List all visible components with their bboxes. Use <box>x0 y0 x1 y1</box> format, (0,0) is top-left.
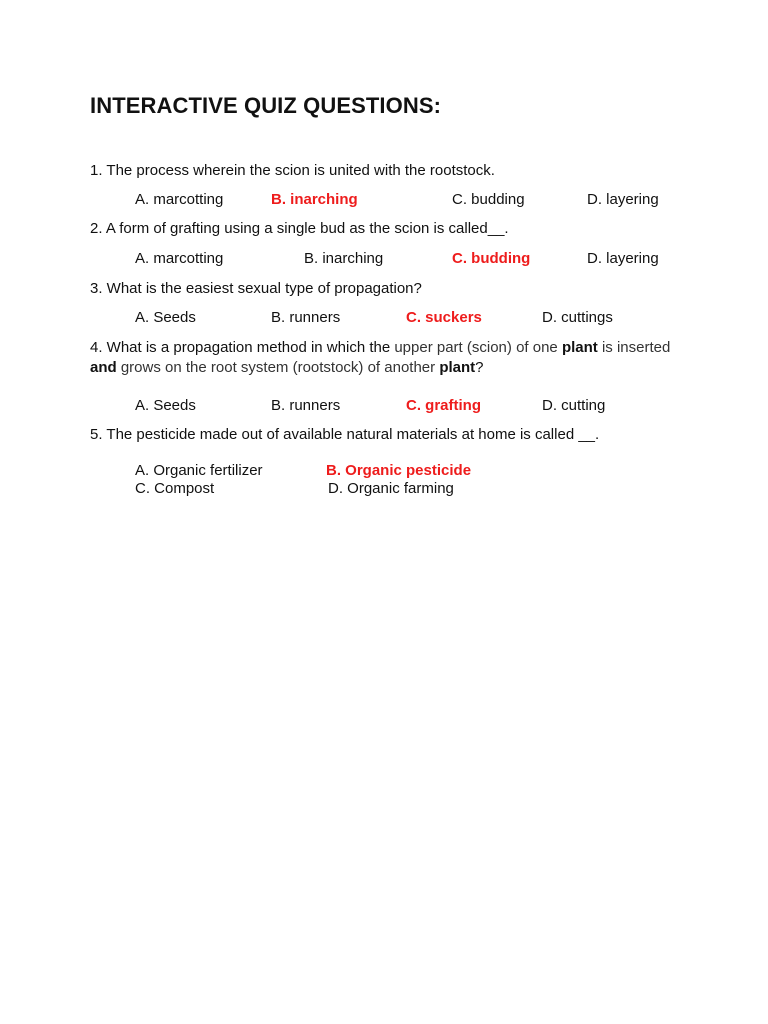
q1-option-d: D. layering <box>587 191 659 208</box>
question-4-text <box>90 338 690 378</box>
q4-option-a: A. Seeds <box>135 397 196 414</box>
q4-text-part-8: ? <box>475 359 484 376</box>
q4-option-b: B. runners <box>271 397 341 414</box>
question-1-options <box>0 190 768 210</box>
question-3-text: 3. What is the easiest sexual type of propagation? <box>90 280 422 297</box>
question-4-options <box>0 396 768 416</box>
q5-option-c: C. Compost <box>135 480 215 497</box>
question-3-options <box>0 308 768 328</box>
q3-option-c-correct: C. suckers <box>406 309 482 326</box>
q4-text-part-3: plant <box>561 339 598 356</box>
q5-option-a: A. Organic fertilizer <box>135 462 263 479</box>
q1-option-c: C. budding <box>452 191 525 208</box>
q4-option-d: D. cutting <box>542 397 606 414</box>
q1-option-a: A. marcotting <box>135 191 224 208</box>
q2-option-c-correct: C. budding <box>452 250 531 267</box>
q3-option-a: A. Seeds <box>135 309 196 326</box>
q4-text-part-7: plant <box>439 359 476 376</box>
question-1-text: 1. The process wherein the scion is united with the rootstock. <box>90 162 495 179</box>
q4-text-part-4: is inserted <box>597 339 671 356</box>
q4-text-part-5: and <box>90 359 117 376</box>
q5-option-b-correct: B. Organic pesticide <box>326 462 472 479</box>
q2-option-d: D. layering <box>587 250 659 267</box>
page-title: INTERACTIVE QUIZ QUESTIONS: <box>90 93 442 118</box>
q4-option-c-correct: C. grafting <box>406 397 481 414</box>
q3-option-d: D. cuttings <box>542 309 613 326</box>
q2-option-b: B. inarching <box>304 250 384 267</box>
question-5-text: 5. The pesticide made out of available natural materials at home is called __. <box>90 426 600 443</box>
q4-text-part-6: grows on the root system (rootstock) of another <box>116 359 440 376</box>
q3-option-b: B. runners <box>271 309 341 326</box>
question-5-options-row-1 <box>0 461 768 481</box>
question-2-options <box>0 249 768 269</box>
q4-text-part-1: 4. What is a propagation method in which the <box>90 339 395 356</box>
question-5-options-row-2 <box>0 479 768 499</box>
q5-option-d: D. Organic farming <box>328 480 454 497</box>
q4-text-part-2: upper part (scion) of one <box>394 339 562 356</box>
question-2-text: 2. A form of grafting using a single bud as the scion is called__. <box>90 220 509 237</box>
q1-option-b-correct: B. inarching <box>271 191 358 208</box>
q2-option-a: A. marcotting <box>135 250 224 267</box>
